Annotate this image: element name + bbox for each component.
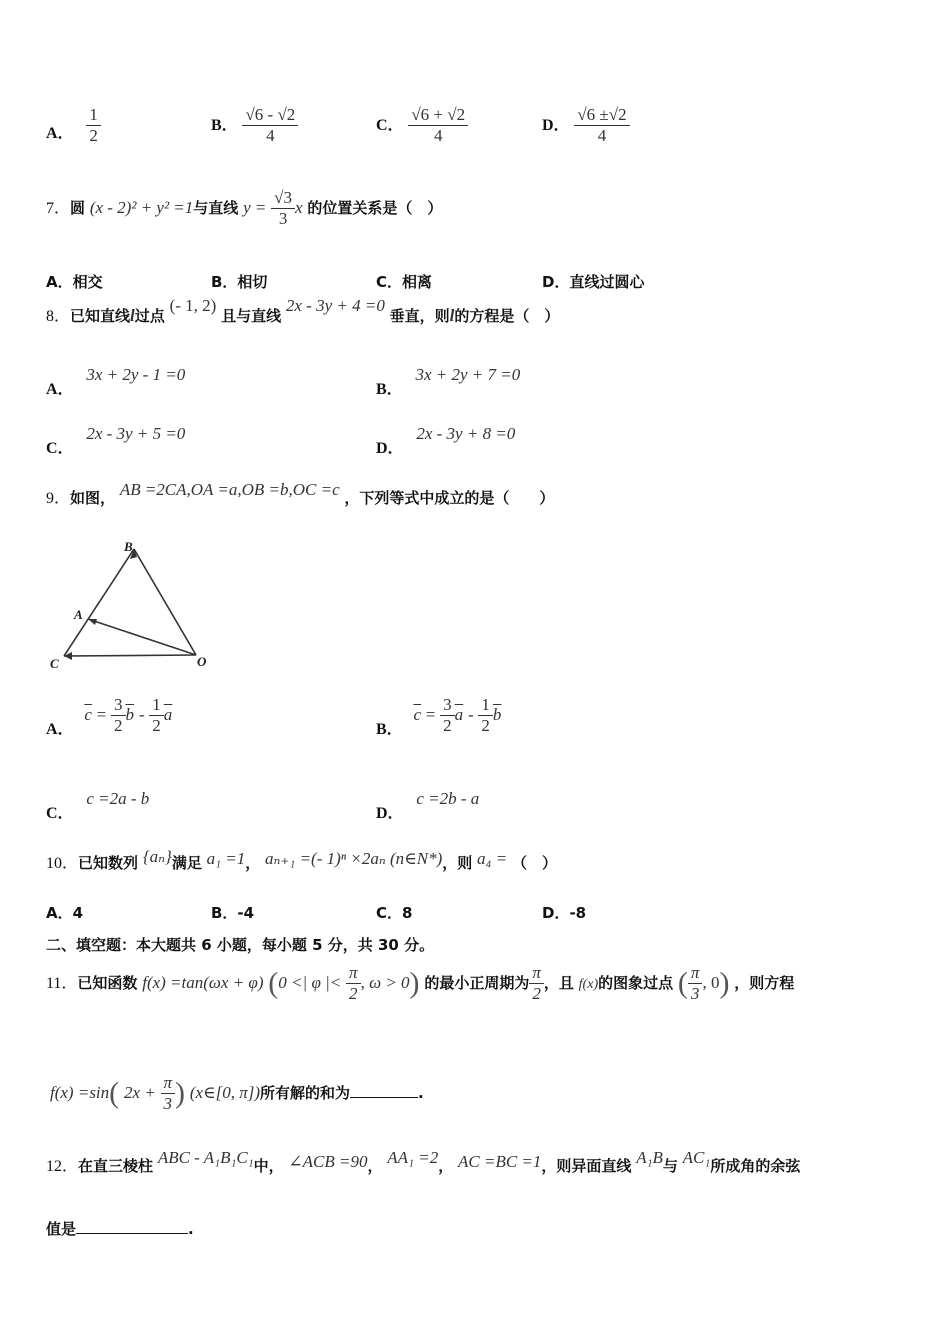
label-a: A — [74, 607, 83, 622]
fraction: $\frac{\pi}{2}$ — [346, 963, 361, 1004]
line-lhs: y = — [243, 198, 267, 217]
q11-stem: 11．已知函数 f(x) =tan(ωx + φ) (0 <| φ |< $\frac{\pi}{2}$ , ω > 0) 的最小正周期为 $\frac{\pi}{2}$ ，且 f(x)的图象过点 ( $\frac{\pi}{3}$ , 0) ，则方程 — [46, 963, 795, 1003]
fraction: $\frac{√6 \pm√2}{4}$ — [574, 105, 629, 146]
q9-option-b[interactable]: B． $\overline{c}$ = $\frac{3}{2}$ $\overline{a}$ - $\frac{1}{2}$ $\overline{b}$ — [376, 695, 502, 738]
q7-option-b[interactable]: B．相切 — [211, 273, 268, 291]
option-label: C． — [376, 117, 404, 134]
label-o: O — [197, 654, 207, 669]
option-label: D． — [542, 117, 570, 134]
question-number: 8． — [46, 308, 71, 325]
q7-option-d[interactable]: D．直线过圆心 — [542, 273, 645, 291]
fraction: $\frac{\pi}{3}$ — [161, 1073, 176, 1114]
q10-option-b[interactable]: B．-4 — [211, 904, 255, 922]
fraction: $\frac{1}{2}$ — [149, 695, 164, 736]
given-line: 2x - 3y + 4 =0 — [285, 296, 385, 315]
q8-option-c[interactable]: C． 2x - 3y + 5 =0 — [46, 424, 186, 457]
q11-equation: f(x) =sin( 2x + $\frac{\pi}{3}$ ) (x∈[0, π])所有解的和为 . — [50, 1073, 424, 1113]
section-heading: 二、填空题：本大题共 6 小题，每小题 5 分，共 30 分。 — [46, 936, 435, 954]
question-number: 12． — [46, 1158, 79, 1175]
q6-option-d[interactable] — [542, 105, 630, 146]
q10-stem: 10．已知数列 {aₙ}满足 a₁ =1， aₙ₊₁ =(- 1)ⁿ ×2aₙ (n∈N*)，则 a₄ = （ ） — [46, 847, 557, 872]
q9-option-a[interactable]: A． $\overline{c}$ = $\frac{3}{2}$ $\overline{b}$ - $\frac{1}{2}$ $\overline{a}$ — [46, 695, 173, 738]
q10-option-a[interactable]: A．4 — [46, 904, 84, 922]
fraction: $\frac{√6 - √2}{4}$ — [242, 105, 298, 146]
question-number: 9． — [46, 490, 71, 507]
question-number: 7． — [46, 200, 71, 217]
answer-blank[interactable] — [350, 1097, 418, 1098]
q8-option-b[interactable]: B． 3x + 2y + 7 =0 — [376, 365, 521, 398]
q7-option-a[interactable]: A．相交 — [46, 273, 103, 291]
q7-stem: 7．圆 (x - 2)² + y² =1与直线 y = $\frac{√3}{3}$ x 的位置关系是（ ） — [46, 188, 443, 228]
q10-option-d[interactable]: D．-8 — [542, 904, 587, 922]
triangle-figure — [44, 535, 224, 675]
circle-equation: (x - 2)² + y² =1 — [89, 198, 194, 217]
segment-bo — [134, 549, 196, 655]
fraction: $\frac{3}{2}$ — [440, 695, 455, 736]
condition: AB =2CA,OA =a,OB =b,OC =c — [119, 480, 340, 499]
question-number: 10． — [46, 855, 79, 872]
q9-stem: 9．如图， AB =2CA,OA =a,OB =b,OC =c ，下列等式中成立的是（ ） — [46, 480, 555, 507]
segment-bc — [64, 549, 134, 656]
option-label: B． — [211, 117, 238, 134]
label-c: C — [50, 656, 59, 671]
function-def: f(x) =tan(ωx + φ) — [142, 973, 264, 992]
fraction: $\frac{√6 + √2}{4}$ — [408, 105, 468, 146]
q8-stem: 8．已知直线l过点 (- 1, 2) 且与直线 2x - 3y + 4 =0 垂直，则l的方程是（ ） — [46, 296, 560, 325]
fraction: $\frac{1}{2}$ — [86, 105, 101, 146]
q10-option-c[interactable]: C．8 — [376, 904, 413, 922]
fraction: $\frac{\pi}{3}$ — [688, 963, 703, 1004]
q6-option-b[interactable] — [211, 105, 298, 146]
fraction: $\frac{3}{2}$ — [111, 695, 126, 736]
option-label: A． — [46, 125, 74, 142]
arrow-a — [88, 619, 97, 625]
q8-option-d[interactable]: D． 2x - 3y + 8 =0 — [376, 424, 516, 457]
fraction: $\frac{√3}{3}$ — [271, 188, 295, 229]
answer-blank[interactable] — [76, 1233, 188, 1234]
fraction: $\frac{\pi}{2}$ — [529, 963, 544, 1004]
point: (- 1, 2) — [169, 296, 217, 315]
q12-stem: 12．在直三棱柱 ABC - A₁B₁C₁中， ∠ACB =90， AA₁ =2， AC =BC =1，则异面直线 A₁B与 AC₁所成角的余弦 — [46, 1148, 801, 1175]
q6-option-c[interactable] — [376, 105, 468, 146]
q7-option-c[interactable]: C．相离 — [376, 273, 433, 291]
q6-option-a[interactable] — [46, 105, 101, 146]
q12-answer-line: 值是 . — [46, 1220, 194, 1238]
question-number: 11． — [46, 975, 78, 992]
fraction: $\frac{1}{2}$ — [478, 695, 493, 736]
segment-oa — [88, 619, 196, 655]
label-b: B — [124, 539, 133, 554]
q9-option-c[interactable]: C． c =2a - b — [46, 789, 150, 822]
segment-co — [64, 655, 196, 656]
q9-option-d[interactable]: D． c =2b - a — [376, 789, 480, 822]
q8-option-a[interactable]: A． 3x + 2y - 1 =0 — [46, 365, 186, 398]
